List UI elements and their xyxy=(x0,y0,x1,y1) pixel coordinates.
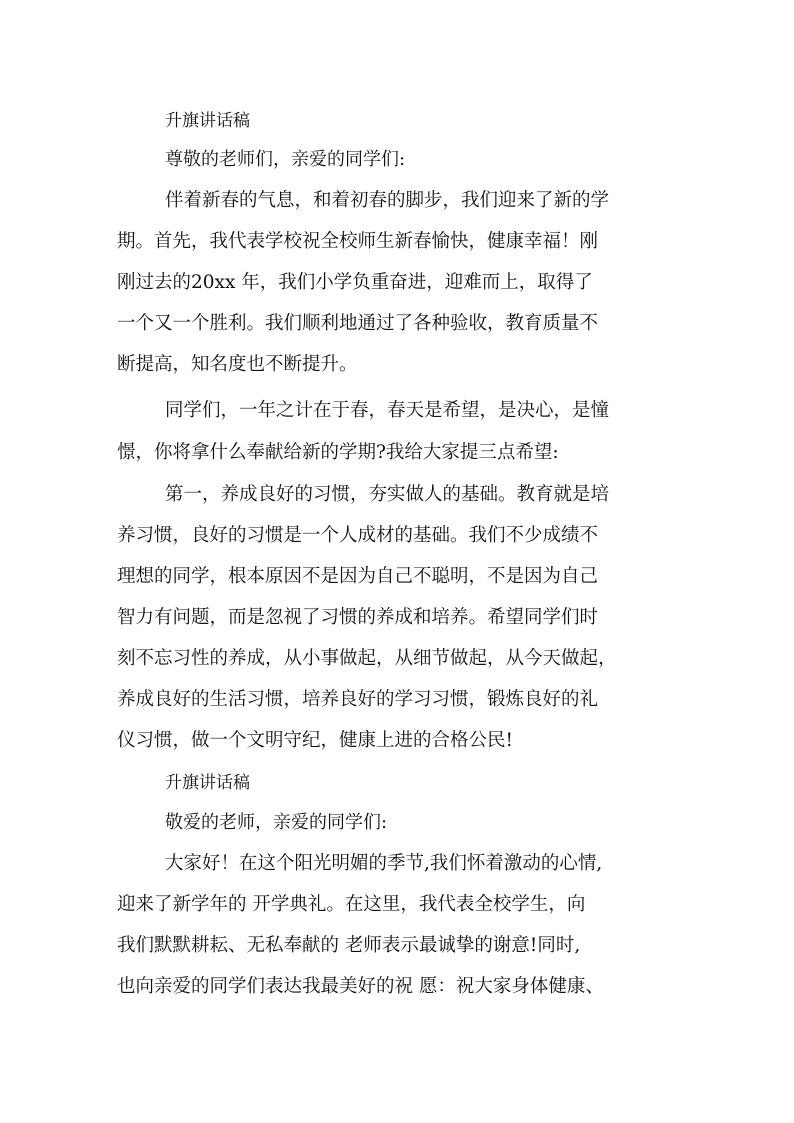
paragraph-line: 一个又一个胜利。我们顺利地通过了各种验收，教育质量不 xyxy=(117,313,599,334)
paragraph-line: 仪习惯，做一个文明守纪，健康上进的合格公民! xyxy=(117,730,513,751)
paragraph-line: 期。首先，我代表学校祝全校师生新春愉快，健康幸福！刚 xyxy=(117,231,599,252)
paragraph-line: 憬，你将拿什么奉献给新的学期?我给大家提三点希望: xyxy=(117,442,559,463)
paragraph-line: 刻不忘习性的养成，从小事做起，从细节做起，从今天做起， xyxy=(117,648,617,669)
paragraph-line: 智力有问题，而是忽视了习惯的养成和培养。希望同学们时 xyxy=(117,607,599,628)
paragraph-line: 也向亲爱的同学们表达我最美好的祝 愿：祝大家身体健康、 xyxy=(117,976,604,997)
paragraph-line: 刚过去的20xx 年，我们小学负重奋进，迎难而上，取得了 xyxy=(117,272,593,293)
paragraph-line: 迎来了新学年的 开学典礼。在这里，我代表全校学生，向 xyxy=(117,894,586,915)
paragraph-line: 大家好！在这个阳光明媚的季节,我们怀着激动的心情, xyxy=(165,853,603,874)
speech-title: 升旗讲话稿 xyxy=(165,111,250,131)
paragraph-line: 断提高，知名度也不断提升。 xyxy=(117,354,358,375)
paragraph-line: 同学们，一年之计在于春，春天是希望，是决心，是憧 xyxy=(165,400,610,421)
salutation: 尊敬的老师们，亲爱的同学们: xyxy=(165,149,406,170)
speech-title: 升旗讲话稿 xyxy=(165,773,250,793)
paragraph-line: 理想的同学，根本原因不是因为自己不聪明，不是因为自己 xyxy=(117,566,599,587)
paragraph-line: 第一，养成良好的习惯，夯实做人的基础。教育就是培 xyxy=(165,484,610,505)
paragraph-line: 养成良好的生活习惯，培养良好的学习习惯，锻炼良好的礼 xyxy=(117,689,599,710)
salutation: 敬爱的老师，亲爱的同学们: xyxy=(165,812,388,833)
paragraph-line: 伴着新春的气息，和着初春的脚步，我们迎来了新的学 xyxy=(165,190,610,211)
paragraph-line: 养习惯，良好的习惯是一个人成材的基础。我们不少成绩不 xyxy=(117,525,599,546)
paragraph-line: 我们默默耕耘、无私奉献的 老师表示最诚挚的谢意!同时, xyxy=(117,935,581,956)
